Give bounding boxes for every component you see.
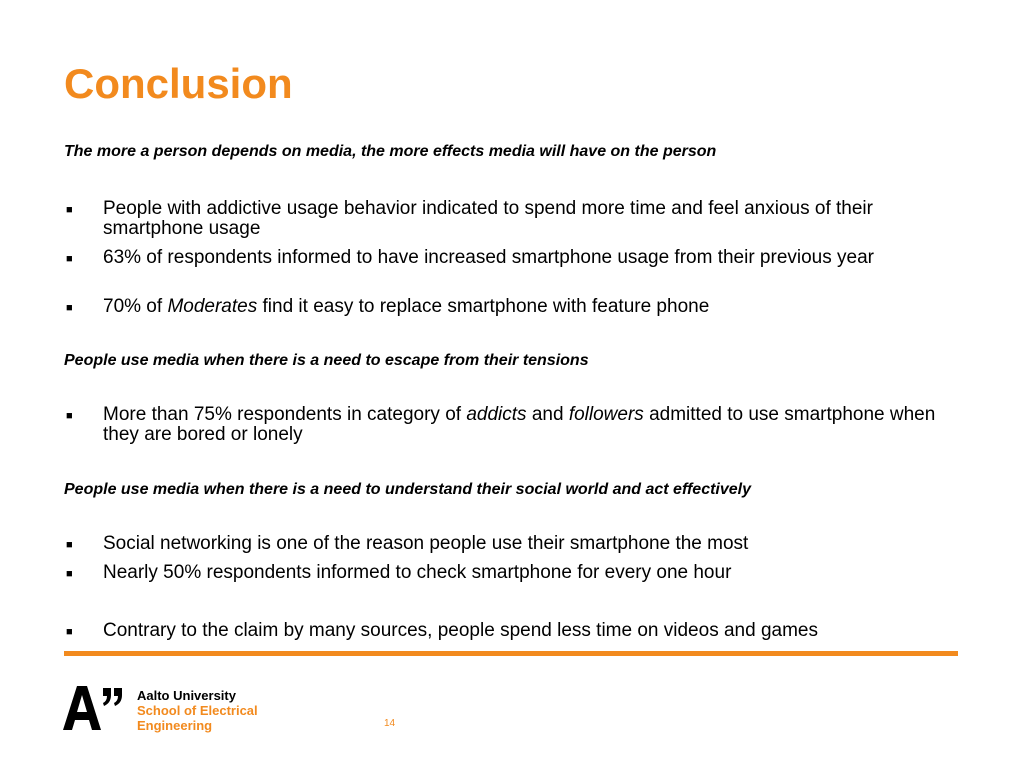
bullet-square-icon: ■ [66,302,73,314]
bullet-square-icon: ■ [66,204,73,216]
bullet-text [103,297,946,318]
bullet-increased-usage [66,248,946,269]
footer-divider [64,651,958,656]
bullet-text [103,534,946,555]
text-run: Contrary to the claim by many sources, people spend less time on videos and games [103,620,818,641]
bullet-social-networking [66,534,946,555]
section-heading-escape-tensions: People use media when there is a need to escape from their tensions [64,352,589,369]
bullet-moderates-feature-phone [66,297,946,318]
emphasis-text: addicts [466,404,527,425]
bullet-text [103,199,946,239]
bullet-square-icon: ■ [66,410,73,422]
emphasis-text: followers [568,404,644,425]
text-run: 63% of respondents informed to have increased smartphone usage from their previous year [103,247,874,268]
emphasis-text: Moderates [167,296,258,317]
text-run: More than 75% respondents in category of [103,404,467,425]
text-run: and [526,404,569,425]
text-run: Nearly 50% respondents informed to check smartphone for every one hour [103,562,732,583]
text-run: find it easy to replace smartphone with feature phone [257,296,710,317]
bullet-addicts-followers [66,405,946,445]
bullet-addictive-usage [66,199,946,239]
slide-title: Conclusion [64,60,293,107]
bullet-text [103,248,946,269]
aalto-logo-wordmark [137,688,258,733]
bullet-check-every-hour [66,563,946,584]
bullet-square-icon: ■ [66,253,73,265]
page-number: 14 [384,718,396,729]
section-heading-social-world: People use media when there is a need to understand their social world and act effectively [64,481,752,498]
logo-school-name: School of Electrical [137,703,258,718]
bullet-text [103,621,946,642]
aalto-logo-icon [63,686,127,730]
logo-school-name-line2: Engineering [137,718,213,733]
logo-university-name: Aalto University [137,688,236,703]
bullet-text [103,405,946,445]
bullet-text [103,563,946,584]
text-run: admitted to use smartphone when they are bored or lonely [103,404,936,445]
text-run: Social networking is one of the reason people use their smartphone the most [103,533,749,554]
text-run: People with addictive usage behavior indicated to spend more time and feel anxious of their smartphone usage [103,198,873,239]
text-run: 70% of [103,296,168,317]
bullet-videos-games [66,621,946,642]
bullet-square-icon: ■ [66,539,73,551]
bullet-square-icon: ■ [66,626,73,638]
section-heading-media-dependency: The more a person depends on media, the more effects media will have on the person [64,143,717,160]
bullet-square-icon: ■ [66,568,73,580]
